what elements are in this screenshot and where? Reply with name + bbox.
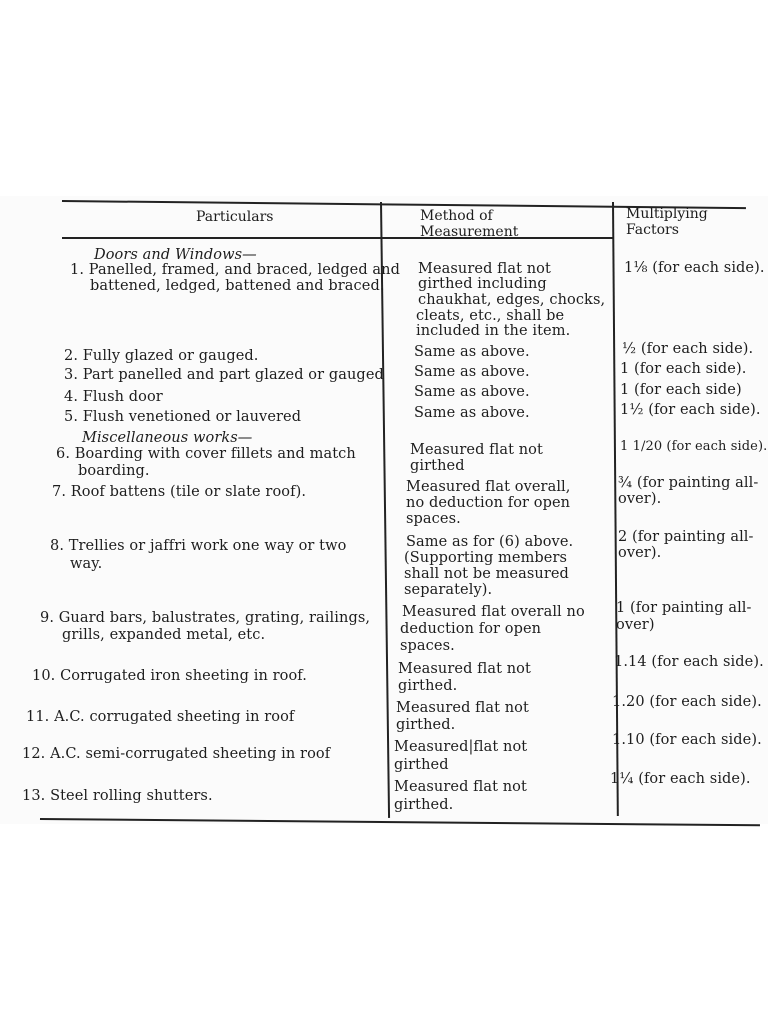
header-particulars: Particulars: [196, 209, 274, 225]
row-8-method-line-4: separately).: [404, 582, 493, 598]
row-8-factor-line-2: over).: [618, 545, 662, 561]
row-9-factor-line-1: 1 (for painting all-: [616, 600, 752, 616]
row-13-particular: 13. Steel rolling shutters.: [22, 788, 213, 804]
row-2-particular: 2. Fully glazed or gauged.: [64, 348, 259, 364]
row-7-factor-line-1: ¾ (for painting all-: [618, 475, 759, 491]
row-3-factor: 1 (for each side).: [620, 361, 747, 377]
row-1-method-line-5: included in the item.: [416, 323, 571, 339]
row-1-method-line-2: girthed including: [418, 276, 547, 292]
row-9-particular-line-2: grills, expanded metal, etc.: [62, 627, 266, 643]
row-2-method: Same as above.: [414, 344, 530, 360]
row-10-method-line-1: Measured flat not: [398, 661, 531, 677]
row-8-factor-line-1: 2 (for painting all-: [618, 529, 754, 545]
row-8-particular-line-1: 8. Trellies or jaffri work one way or two: [50, 538, 347, 554]
header-factor-line-1: Multiplying: [626, 206, 708, 222]
header-method-line-2: Measurement: [420, 224, 519, 240]
row-12-method-line-2: girthed: [394, 757, 449, 773]
row-10-factor: 1.14 (for each side).: [614, 654, 764, 670]
row-8-method-line-3: shall not be measured: [404, 566, 569, 582]
row-7-factor-line-2: over).: [618, 491, 662, 507]
row-2-factor: ½ (for each side).: [622, 341, 754, 357]
row-9-method-line-3: spaces.: [400, 638, 455, 654]
row-9-method-line-2: deduction for open: [400, 621, 542, 637]
row-1-method-line-3: chaukhat, edges, chocks,: [418, 292, 606, 308]
header-bottom-rule: [62, 237, 614, 239]
measurement-table: [22, 198, 768, 822]
row-3-particular: 3. Part panelled and part glazed or gauged: [64, 367, 384, 383]
row-5-factor: 1½ (for each side).: [620, 402, 761, 418]
row-13-method-line-1: Measured flat not: [394, 779, 527, 795]
row-8-particular-line-2: way.: [70, 556, 103, 572]
row-6-particular-line-2: boarding.: [78, 463, 150, 479]
row-7-method-line-1: Measured flat overall,: [406, 479, 571, 495]
row-5-method: Same as above.: [414, 405, 530, 421]
row-8-method-line-2: (Supporting members: [404, 550, 568, 566]
row-11-particular: 11. A.C. corrugated sheeting in roof: [26, 709, 295, 725]
row-11-factor: 1.20 (for each side).: [612, 694, 762, 710]
row-9-factor-line-2: over): [616, 617, 655, 633]
row-9-method-line-1: Measured flat overall no: [402, 604, 585, 620]
row-6-method-line-1: Measured flat not: [410, 442, 543, 458]
section-doors-and-windows: Doors and Windows—: [94, 247, 257, 263]
row-6-factor: 1 1/20 (for each side).: [620, 439, 768, 454]
row-6-particular-line-1: 6. Boarding with cover fillets and match: [56, 446, 356, 462]
row-4-method: Same as above.: [414, 384, 530, 400]
row-13-factor: 1¼ (for each side).: [610, 771, 751, 787]
row-12-method-line-1: Measured|flat not: [394, 739, 528, 755]
row-8-method-line-1: Same as for (6) above.: [406, 534, 574, 550]
row-12-factor: 1.10 (for each side).: [612, 732, 762, 748]
row-6-method-line-2: girthed: [410, 458, 465, 474]
row-1-method-line-1: Measured flat not: [418, 261, 551, 277]
row-4-particular: 4. Flush door: [64, 389, 163, 405]
row-7-method-line-3: spaces.: [406, 511, 461, 527]
header-method-line-1: Method of: [420, 208, 493, 224]
section-miscellaneous-works: Miscellaneous works—: [82, 430, 253, 446]
column-divider-1: [380, 202, 390, 818]
column-divider-2: [612, 202, 619, 816]
row-11-method-line-2: girthed.: [396, 717, 456, 733]
row-10-method-line-2: girthed.: [398, 678, 458, 694]
row-1-particular-line-1: 1. Panelled, framed, and braced, ledged and: [70, 262, 400, 278]
row-10-particular: 10. Corrugated iron sheeting in roof.: [32, 668, 307, 684]
row-1-factor: 1⅛ (for each side).: [624, 260, 765, 276]
row-12-particular: 12. A.C. semi-corrugated sheeting in roof: [22, 746, 331, 762]
row-3-method: Same as above.: [414, 364, 530, 380]
row-7-particular: 7. Roof battens (tile or slate roof).: [52, 484, 307, 500]
row-5-particular: 5. Flush venetioned or lauvered: [64, 409, 302, 425]
row-9-particular-line-1: 9. Guard bars, balustrates, grating, railings,: [40, 610, 371, 626]
header-factor-line-2: Factors: [626, 222, 679, 238]
row-11-method-line-1: Measured flat not: [396, 700, 529, 716]
row-13-method-line-2: girthed.: [394, 797, 454, 813]
row-7-method-line-2: no deduction for open: [406, 495, 571, 511]
row-4-factor: 1 (for each side): [620, 382, 742, 398]
row-1-particular-line-2: battened, ledged, battened and braced.: [90, 278, 385, 294]
row-1-method-line-4: cleats, etc., shall be: [416, 308, 565, 324]
